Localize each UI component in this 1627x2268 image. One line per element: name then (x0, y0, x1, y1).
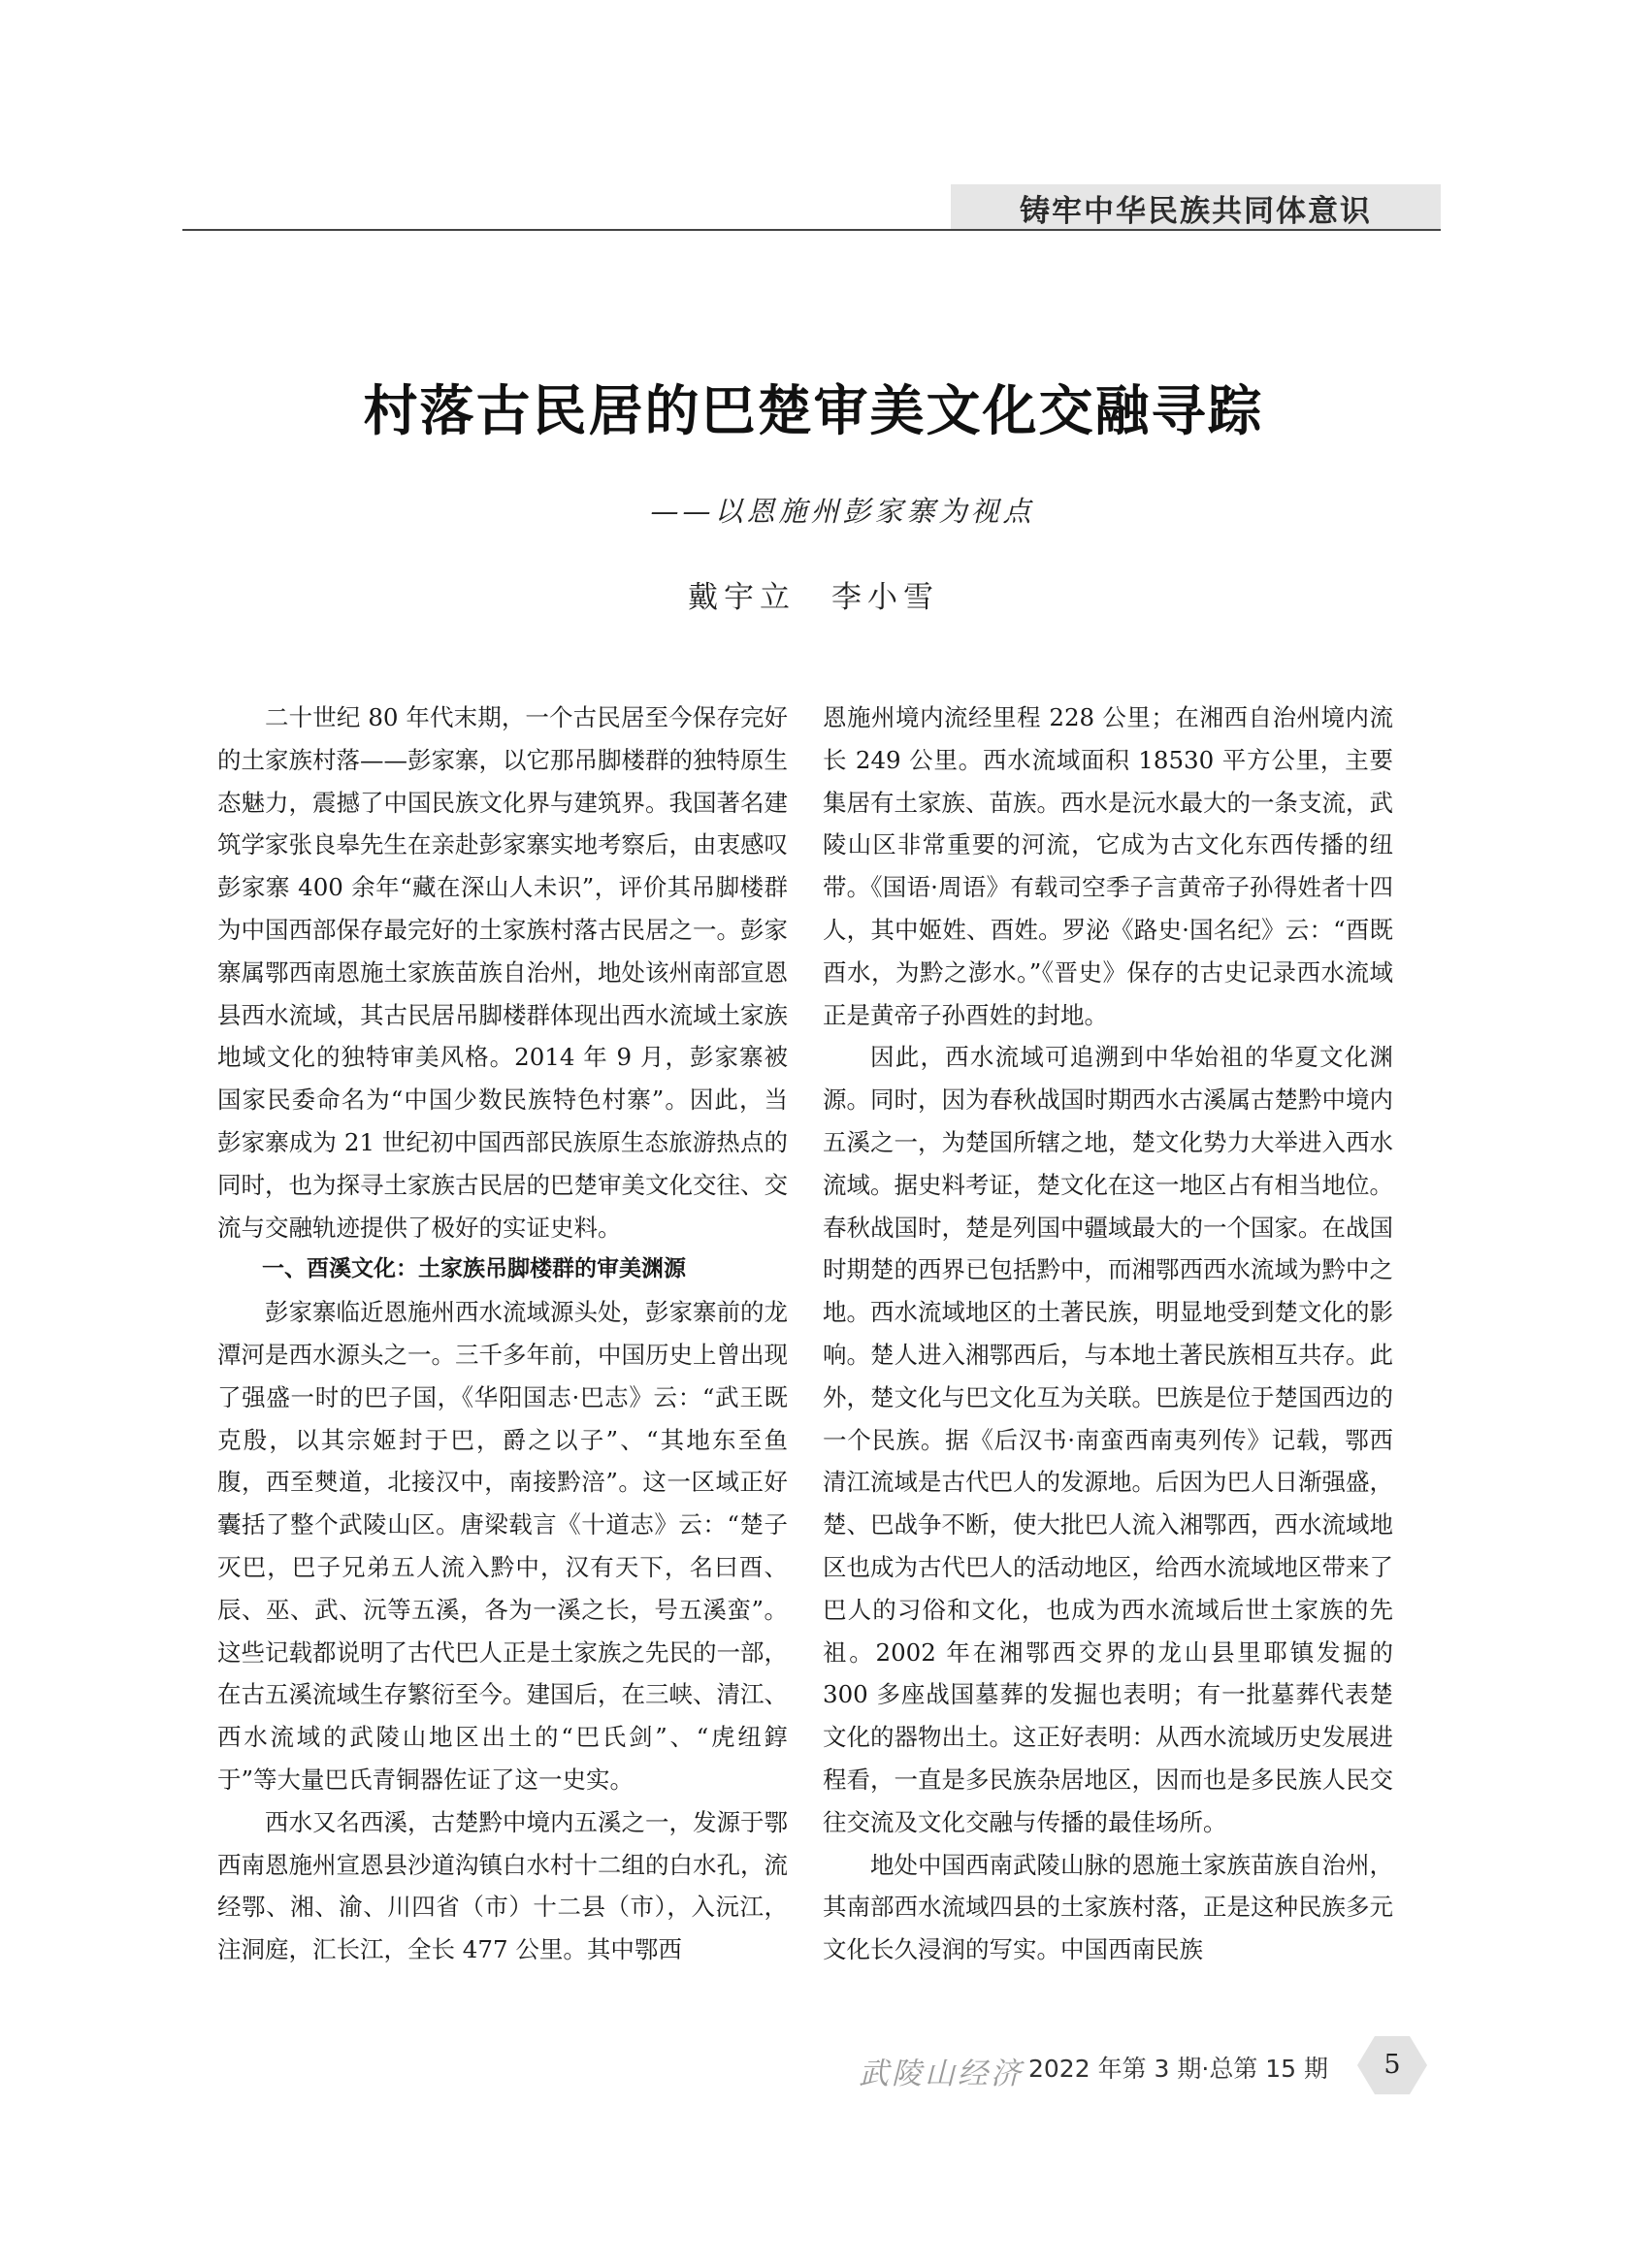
article-title: 村落古民居的巴楚审美文化交融寻踪 (363, 379, 1264, 443)
right-column (823, 697, 1393, 1971)
header-rule (182, 229, 1441, 231)
section-heading: 一、酉溪文化：土家族吊脚楼群的审美渊源 (262, 1256, 686, 1282)
article-subtitle: ——以恩施州彭家寨为视点 (650, 495, 1035, 528)
paragraph: 二十世纪 80 年代末期，一个古民居至今保存完好的土家族村落——彭家寨，以它那吊脚楼群的独特原生态魅力，震撼了中国民族文化界与建筑界。我国著名建筑学家张良皋先生在亲赴彭家寨实地考察后，由衷感叹彭家寨 400 余年“藏在深山人未识”，评价其吊脚楼群为中国西部保存最完好的土家族村落古民居之一。彭家寨属鄂西南恩施土家族苗族自治州，地处该州南部宣恩县西水流域，其古民居吊脚楼群体现出西水流域土家族地域文化的独特审美风格。2014 年 9 月，彭家寨被国家民委命名为“中国少数民族特色村寨”。因此，当彭家寨成为 21 世纪初中国西部民族原生态旅游热点的同时，也为探寻土家族古民居的巴楚审美文化交往、交流与交融轨迹提供了极好的实证史料。 (217, 703, 788, 1242)
paragraph: 西水又名西溪，古楚黔中境内五溪之一，发源于鄂西南恩施州宣恩县沙道沟镇白水村十二组的白水孔，流经鄂、湘、渝、川四省（市）十二县（市），入沅江，注洞庭，汇长江，全长 477 公里。其中鄂西 (217, 1807, 788, 1964)
page-number-badge (1353, 2032, 1431, 2098)
series-title: 铸牢中华民族共同体意识 (1020, 193, 1372, 229)
issue-info: 2022 年第 3 期·总第 15 期 (1028, 2055, 1329, 2083)
paragraph: 因此，西水流域可追溯到中华始祖的华夏文化渊源。同时，因为春秋战国时期西水古溪属古楚黔中境内五溪之一，为楚国所辖之地，楚文化势力大举进入西水流域。据史料考证，楚文化在这一地区占有相当地位。春秋战国时，楚是列国中疆域最大的一个国家。在战国时期楚的西界已包括黔中，而湘鄂西西水流域为黔中之地。西水流域地区的土著民族，明显地受到楚文化的影响。楚人进入湘鄂西后，与本地土著民族相互共存。此外，楚文化与巴文化互为关联。巴族是位于楚国西边的一个民族。据《后汉书·南蛮西南夷列传》记载，鄂西清江流域是古代巴人的发源地。后因为巴人日渐强盛，楚、巴战争不断，使大批巴人流入湘鄂西，西水流域地区也成为古代巴人的活动地区，给西水流域地区带来了巴人的习俗和文化，也成为西水流域后世土家族的先祖。2002 年在湘鄂西交界的龙山县里耶镇发掘的 300 多座战国墓葬的发掘也表明；有一批墓葬代表楚文化的器物出土。这正好表明：从西水流域历史发展进程看，一直是多民族杂居地区，因而也是多民族人民交往交流及文化交融与传播的最佳场所。 (823, 1043, 1393, 1836)
article-authors: 戴宇立 李小雪 (688, 580, 939, 615)
paragraph: 地处中国西南武陵山脉的恩施土家族苗族自治州，其南部西水流域四县的土家族村落，正是这种民族多元文化长久浸润的写实。中国西南民族 (823, 1850, 1393, 1964)
left-column (217, 697, 788, 1971)
journal-logo: 武陵山经济 (859, 2057, 1024, 2091)
series-title-band (951, 184, 1441, 231)
page-number: 5 (1383, 2050, 1401, 2080)
paragraph: 彭家寨临近恩施州西水流域源头处，彭家寨前的龙潭河是西水源头之一。三千多年前，中国历史上曾出现了强盛一时的巴子国，《华阳国志·巴志》云：“武王既克殷，以其宗姬封于巴，爵之以子”、“其地东至鱼腹，西至僰道，北接汉中，南接黔涪”。这一区域正好囊括了整个武陵山区。唐梁载言《十道志》云：“楚子灭巴，巴子兄弟五人流入黔中，汉有天下，名曰酉、辰、巫、武、沅等五溪，各为一溪之长，号五溪蛮”。这些记载都说明了古代巴人正是土家族之先民的一部，在古五溪流域生存繁衍至今。建国后，在三峡、清江、西水流域的武陵山地区出土的“巴氏剑”、“虎纽錞于”等大量巴氏青铜器佐证了这一史实。 (217, 1298, 788, 1794)
paragraph: 恩施州境内流经里程 228 公里；在湘西自治州境内流长 249 公里。西水流域面积 18530 平方公里，主要集居有土家族、苗族。西水是沅水最大的一条支流，武陵山区非常重要的河流，它成为古文化东西传播的纽带。《国语·周语》有载司空季子言黄帝子孙得姓者十四人，其中姬姓、酉姓。罗泌《路史·国名纪》云：“酉既酉水，为黔之澎水。”《晋史》保存的古史记录西水流域正是黄帝子孙酉姓的封地。 (823, 703, 1393, 1029)
